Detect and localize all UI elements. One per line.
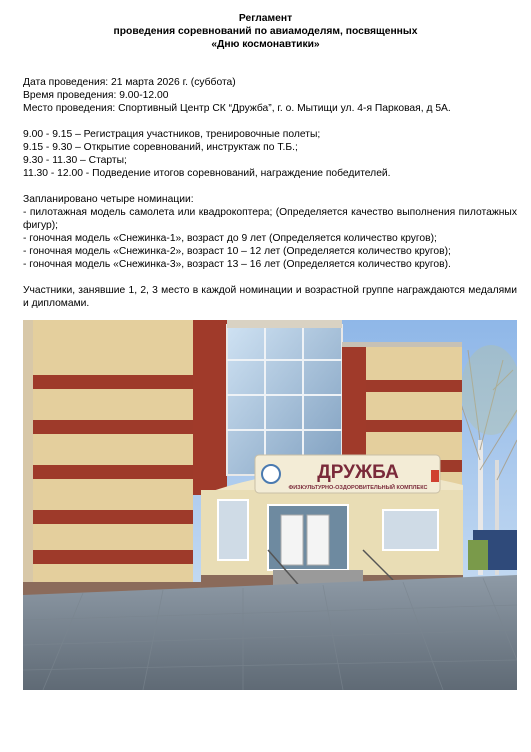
schedule-item: 11.30 - 12.00 - Подведение итогов соревнований, награждение победителей. [23, 168, 391, 179]
building-sign [255, 455, 440, 493]
nominations-intro: Запланировано четыре номинации: [23, 194, 194, 205]
schedule-item: 9.15 - 9.30 – Открытие соревнований, инструктаж по Т.Б.; [23, 142, 298, 153]
event-place: Место проведения: Спортивный Центр СК “Дружба”, г. о. Мытищи ул. 4-я Парковая, д 5А. [23, 103, 451, 114]
nomination-item: - гоночная модель «Снежинка-2», возраст 10 – 12 лет (Определяется количество кругов); [23, 246, 451, 257]
glass-tower [227, 320, 342, 475]
nomination-item: - гоночная модель «Снежинка-3», возраст 13 – 16 лет (Определяется количество кругов). [23, 259, 451, 270]
nomination-item: - пилотажная модель самолета или квадрокоптера; (Определяется качество выполнения пилотажных фигур); [23, 207, 517, 231]
schedule-item: 9.00 - 9.15 – Регистрация участников, тренировочные полеты; [23, 129, 321, 140]
schedule-item: 9.30 - 11.30 – Старты; [23, 155, 127, 166]
pavement [23, 575, 517, 690]
title-line-1: Регламент [238, 13, 293, 24]
event-time: Время проведения: 9.00-12.00 [23, 90, 169, 101]
awards-text: Участники, занявшие 1, 2, 3 место в каждой номинации и возрастной группе награждаются медалями и дипломами. [23, 285, 517, 309]
event-date: Дата проведения: 21 марта 2026 г. (суббота) [23, 77, 236, 88]
title-line-2: проведения соревнований по авиамоделям, посвященных [113, 26, 418, 37]
title-line-3: «Дню космонавтики» [211, 39, 320, 50]
nomination-item: - гоночная модель «Снежинка-1», возраст до 9 лет (Определяется количество кругов); [23, 233, 437, 244]
building-photo [23, 320, 517, 690]
sign-main-text: ДРУЖБА [317, 462, 399, 483]
brick-column [193, 320, 227, 495]
sign-sub-text: ФИЗКУЛЬТУРНО-ОЗДОРОВИТЕЛЬНЫЙ КОМПЛЕКС [288, 485, 428, 491]
